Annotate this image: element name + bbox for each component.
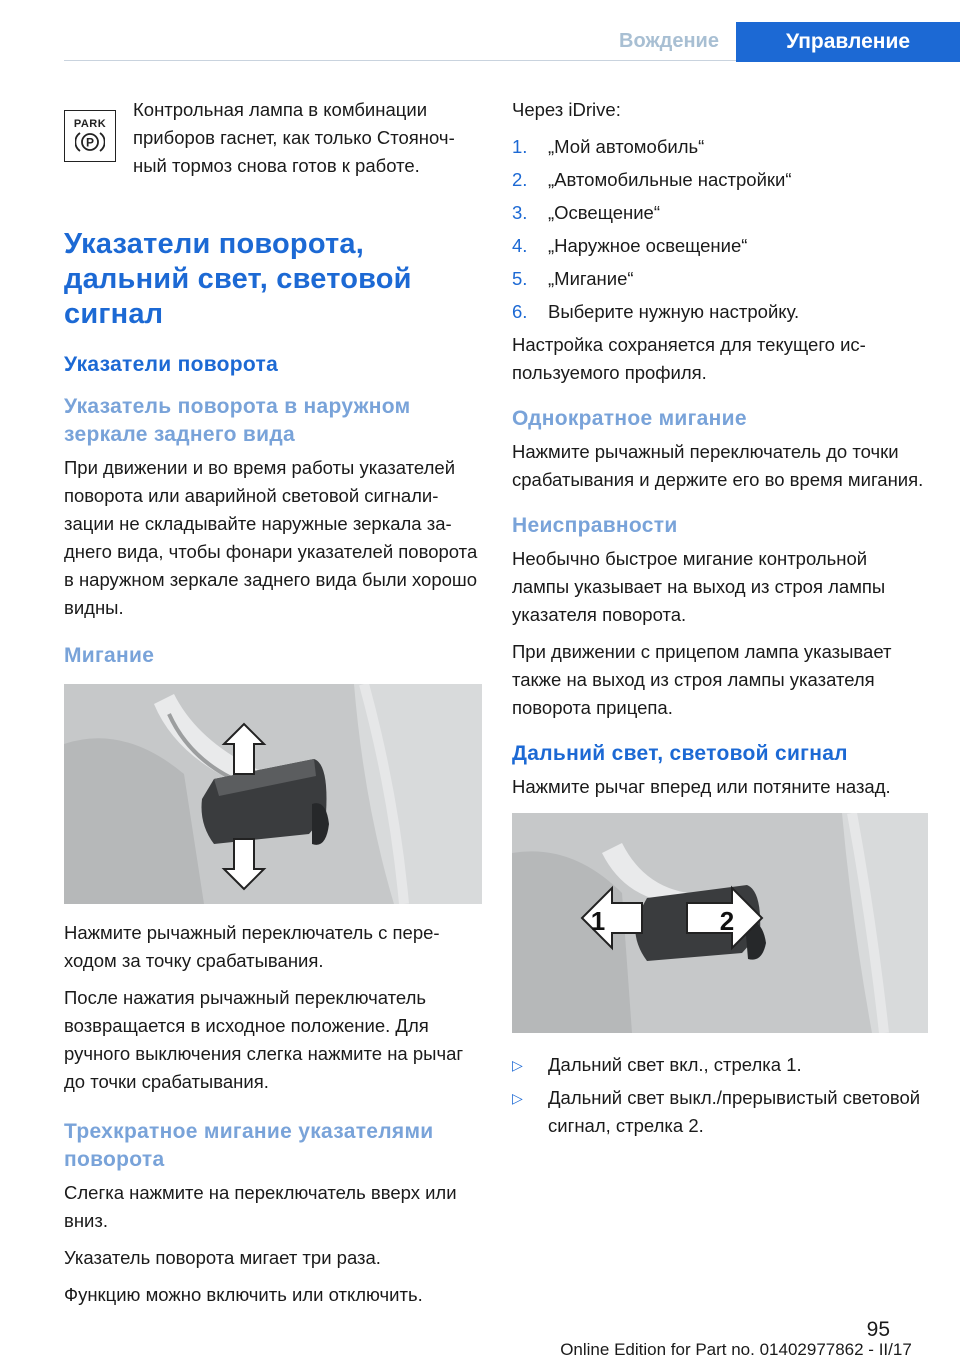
list-item: 4. „Наружное освещение“ [512, 235, 748, 256]
section-title: Указатели поворота, дальний свет, световой сигнал [64, 228, 412, 330]
faults-paragraph-1: Необычно быстрое мигание контрольной лампы указывает на выход из строя лампы указателя поворота. [512, 548, 886, 625]
notice-text: Контрольная лампа в комбинации приборов гаснет, как только Стояночный тормоз снова готов к работе. [133, 99, 455, 176]
list-item: 3. „Освещение“ [512, 202, 661, 223]
list-item: 2. „Автомобильные настройки“ [512, 169, 792, 190]
triple-paragraph-1: Слегка нажмите на переключатель вверх или вниз. [64, 1182, 457, 1231]
triple-paragraph-3: Функцию можно включить или отключить. [64, 1284, 423, 1305]
heading-faults: Неисправности [512, 514, 678, 537]
page-number: 95 [866, 1318, 890, 1341]
subsection-high-beam: Дальний свет, световой сигнал [512, 742, 848, 765]
list-item: 1. „Мой автомобиль“ [512, 136, 705, 157]
tab-driving[interactable]: Вождение [619, 29, 719, 52]
high-beam-list [512, 1051, 928, 1140]
single-paragraph: Нажмите рычажный переключатель до точки срабатывания и держите его во время мигания. [512, 441, 924, 490]
park-brake-symbol [75, 130, 105, 154]
heading-triple-blink: Трехкратное мигание указателями поворота [64, 1120, 434, 1171]
list-item: ▷ Дальний свет выкл./прерывистый световой сигнал, стрелка 2. [512, 1084, 928, 1140]
heading-blinking: Мигание [64, 644, 155, 667]
blink-paragraph-2: После нажатия рычажный переключатель возвращается в исходное положение. Для ручного выключения слегка нажмите на рычаг до точки срабатывания. [64, 987, 464, 1092]
park-icon-label: PARK [73, 118, 107, 130]
idrive-steps [512, 133, 928, 326]
heading-mirror-signal: Указатель поворота в наружном зеркале заднего вида [64, 395, 411, 446]
arrow-label-1: 1 [590, 906, 606, 936]
arrow-label-2: 2 [719, 906, 735, 936]
park-icon-symbol: P [85, 135, 95, 150]
subsection-turn-signals: Указатели поворота [64, 353, 279, 376]
bullet-triangle-icon: ▷ [512, 1090, 523, 1106]
heading-single-blink: Однократное мигание [512, 407, 747, 430]
mirror-paragraph: При движении и во время работы указателей поворота или аварийной световой сигнализации не складывайте наружные зеркала заднего вида, чтобы фонари указателей поворота в наружном зеркале заднего вида были хорошо видны. [64, 457, 478, 618]
left-column [64, 96, 482, 1318]
notice-block [64, 96, 482, 189]
blink-paragraph-1: Нажмите рычажный переключатель с переходом за точку срабатывания. [64, 922, 440, 971]
saved-paragraph: Настройка сохраняется для текущего используемого профиля. [512, 334, 866, 383]
high-beam-paragraph: Нажмите рычаг вперед или потяните назад. [512, 776, 891, 797]
idrive-intro: Через iDrive: [512, 99, 621, 120]
tab-controls[interactable]: Управление [736, 22, 960, 62]
list-item: 5. „Мигание“ [512, 268, 634, 289]
high-beam-illustration [512, 813, 928, 1033]
list-item: 6. Выберите нужную настройку. [512, 301, 800, 322]
triple-paragraph-2: Указатель поворота мигает три раза. [64, 1247, 381, 1268]
edition-footer: Online Edition for Part no. 01402977862 - II/17 [560, 1340, 912, 1359]
list-item: ▷ Дальний свет вкл., стрелка 1. [512, 1051, 928, 1079]
right-column [512, 96, 928, 1145]
faults-paragraph-2: При движении с прицепом лампа указывает также на выход из строя лампы указателя поворота прицепа. [512, 641, 892, 718]
turn-signal-illustration [64, 684, 482, 904]
bullet-triangle-icon: ▷ [512, 1057, 523, 1073]
park-brake-icon [64, 110, 116, 162]
